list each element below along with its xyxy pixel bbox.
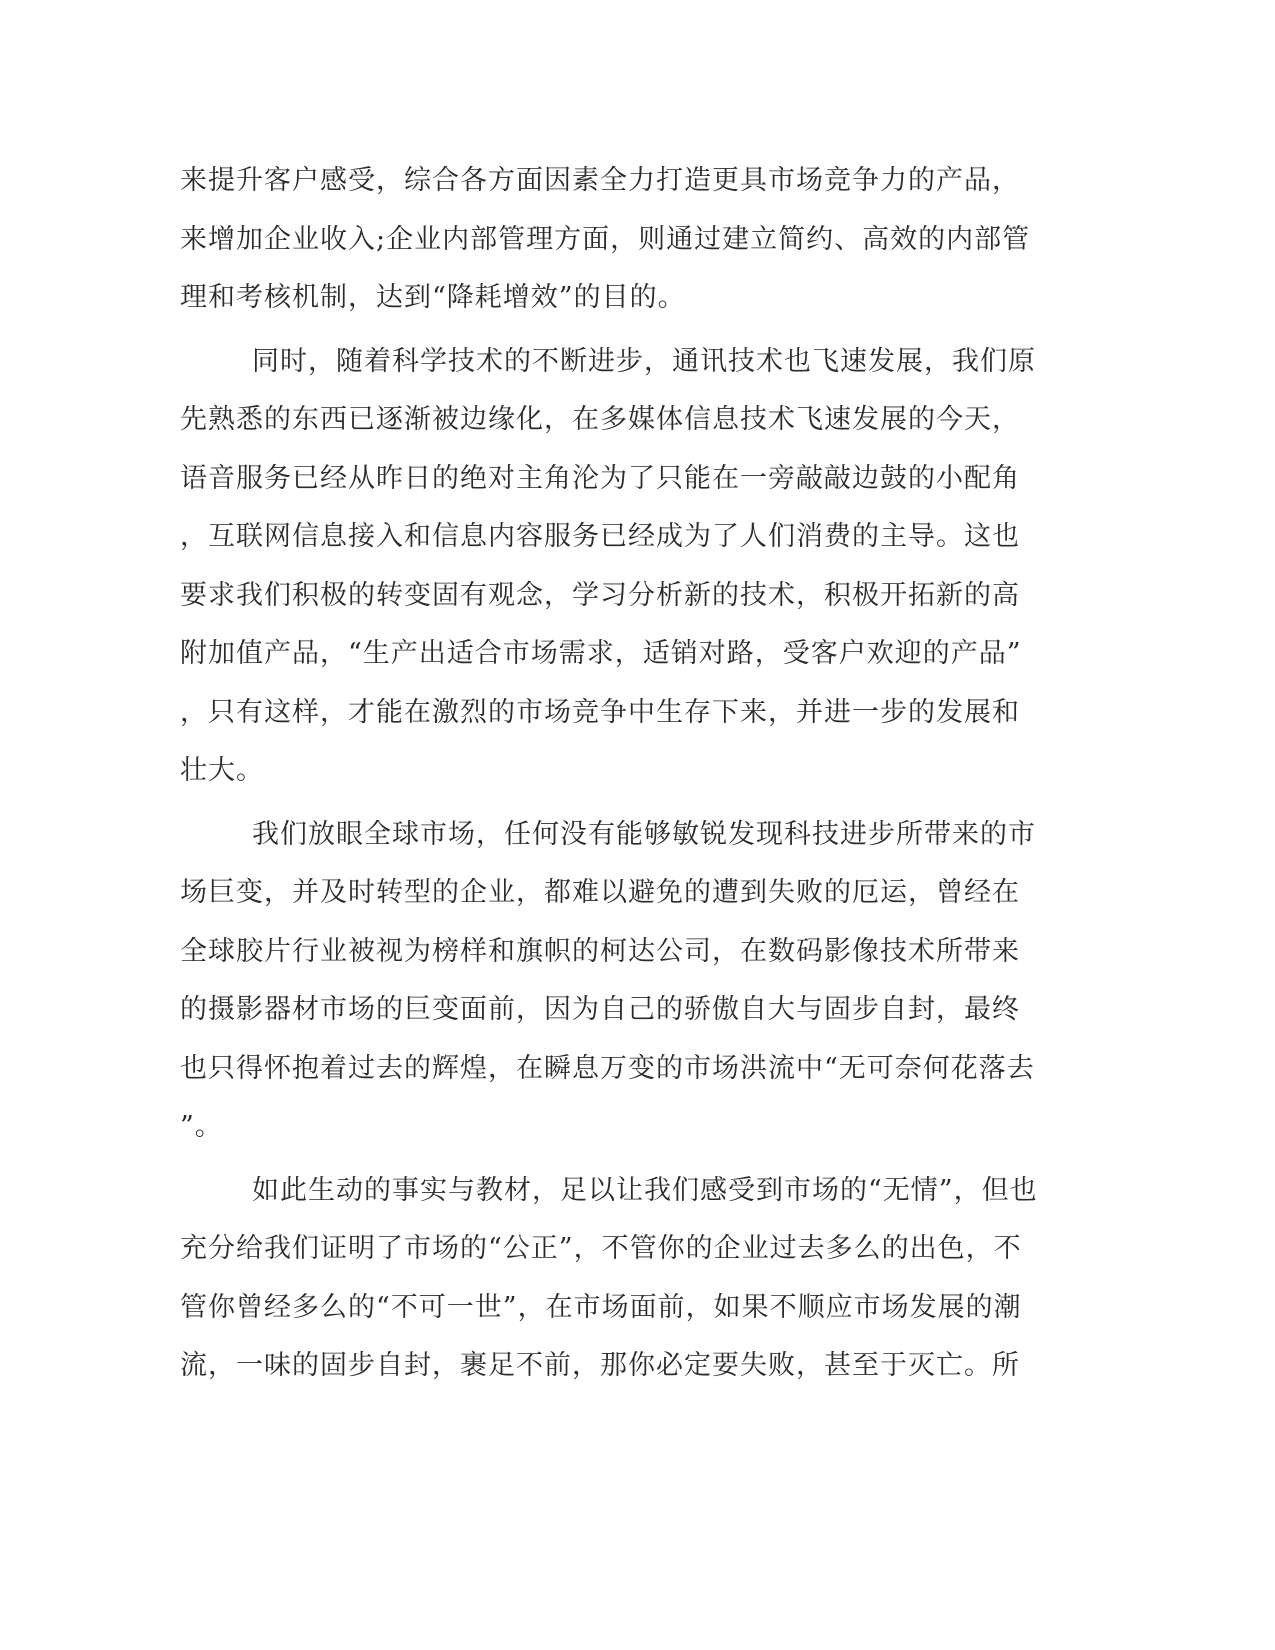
text-line: 充分给我们证明了市场的“公正”，不管你的企业过去多么的出色，不 (180, 1233, 1022, 1264)
paragraph-4 (180, 1170, 1040, 1404)
text-line: ，互联网信息接入和信息内容服务已经成为了人们消费的主导。这也 (180, 521, 1020, 552)
text-line: ”。 (180, 1111, 223, 1142)
text-line: 的摄影器材市场的巨变面前，因为自己的骄傲自大与固步自封，最终 (180, 994, 1020, 1025)
text-line: 场巨变，并及时转型的企业，都难以避免的遭到失败的厄运，曾经在 (180, 877, 1020, 908)
text-line: 附加值产品，“生产出适合市场需求，适销对路，受客户欢迎的产品” (180, 638, 1022, 669)
text-line: ，只有这样，才能在激烈的市场竞争中生存下来，并进一步的发展和 (180, 696, 1020, 728)
paragraph-2 (180, 341, 1040, 809)
paragraph-3 (180, 814, 1040, 1165)
text-line: 流，一味的固步自封，裹足不前，那你必定要失败，甚至于灭亡。所 (180, 1350, 1020, 1381)
body-text (180, 160, 1040, 1409)
paragraph-1 (180, 160, 1040, 336)
text-line: 要求我们积极的转变固有观念，学习分析新的技术，积极开拓新的高 (180, 579, 1020, 611)
text-line: 如此生动的事实与教材，足以让我们感受到市场的“无情”，但也 (252, 1174, 1038, 1206)
text-line: 壮大。 (180, 755, 264, 786)
text-line: 理和考核机制，达到“降耗增效”的目的。 (180, 282, 686, 313)
text-line: 来增加企业收入;企业内部管理方面，则通过建立简约、高效的内部管 (180, 223, 1031, 255)
text-line: 也只得怀抱着过去的辉煌，在瞬息万变的市场洪流中“无可奈何花落去 (180, 1052, 1035, 1084)
text-line: 管你曾经多么的“不可一世”，在市场面前，如果不顺应市场发展的潮 (180, 1291, 1022, 1323)
text-line: 全球胶片行业被视为榜样和旗帜的柯达公司，在数码影像技术所带来 (180, 935, 1020, 967)
text-line: 先熟悉的东西已逐渐被边缘化，在多媒体信息技术飞速发展的今天， (180, 404, 1020, 435)
text-line: 同时，随着科学技术的不断进步，通讯技术也飞速发展，我们原 (252, 345, 1036, 377)
text-line: 来提升客户感受，综合各方面因素全力打造更具市场竞争力的产品， (180, 165, 1020, 196)
text-line: 语音服务已经从昨日的绝对主角沦为了只能在一旁敲敲边鼓的小配角 (180, 462, 1020, 494)
text-line: 我们放眼全球市场，任何没有能够敏锐发现科技进步所带来的市 (252, 818, 1036, 850)
